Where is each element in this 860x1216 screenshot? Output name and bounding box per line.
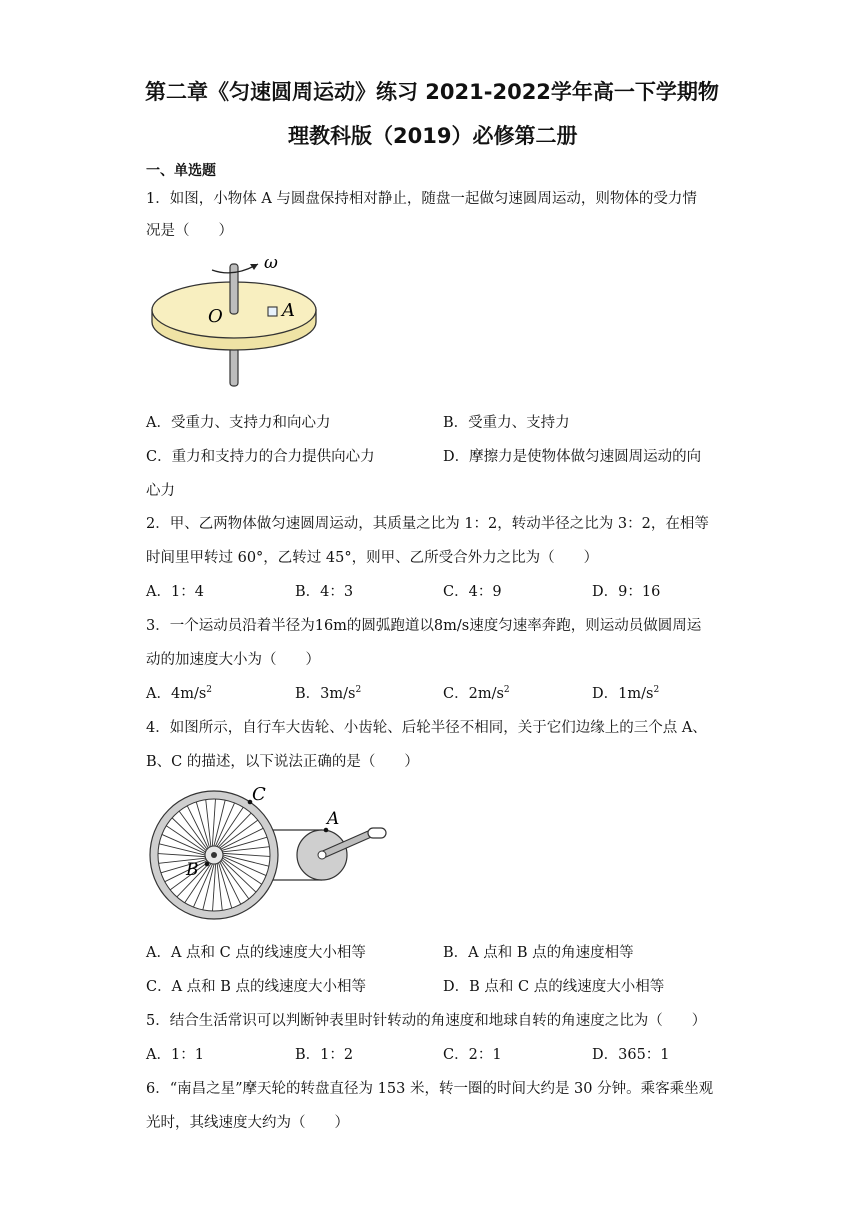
q6-text-line1: 6．“南昌之星”摩天轮的转盘直径为 153 米，转一圈的时间大约是 30 分钟。乘客乘坐观 (146, 1081, 714, 1097)
point-b-dot (205, 862, 210, 867)
q2-text-line1: 2．甲、乙两物体做匀速圆周运动，其质量之比为 1：2，转动半径之比为 3：2，在相等 (146, 516, 709, 532)
hub (211, 852, 217, 858)
q5-option-b: B．1：2 (295, 1047, 354, 1063)
title-line-1: 第二章《匀速圆周运动》练习 2021-2022学年高一下学期物 (145, 80, 719, 104)
pedal (368, 828, 386, 838)
q3-text-line2: 动的加速度大小为（ ） (146, 652, 320, 668)
q4-option-c: C．A 点和 B 点的线速度大小相等 (146, 979, 367, 995)
q5-text-line1: 5．结合生活常识可以判断钟表里时针转动的角速度和地球自转的角速度之比为（ ） (146, 1013, 707, 1029)
q3-option-b: B．$3m/s^2$ (295, 685, 362, 702)
q3-option-c: C．$2m/s^2$ (443, 685, 510, 702)
q1-text-line1: 1．如图，小物体 A 与圆盘保持相对静止，随盘一起做匀速圆周运动，则物体的受力情 (146, 191, 697, 207)
point-label-b: B (186, 860, 199, 880)
omega-label: ω (264, 253, 278, 273)
q2-option-c: C．4：9 (443, 584, 502, 600)
point-label-c: C (252, 784, 266, 805)
rotating-disk-figure (146, 250, 326, 395)
q4-option-d: D．B 点和 C 点的线速度大小相等 (443, 979, 665, 995)
q4-option-a: A．A 点和 C 点的线速度大小相等 (146, 945, 366, 961)
center-label-o: O (208, 306, 223, 327)
q4-option-b: B．A 点和 B 点的角速度相等 (443, 945, 634, 961)
q5-option-c: C．2：1 (443, 1047, 502, 1063)
q5-option-d: D．365：1 (592, 1047, 670, 1063)
title-line-2: 理教科版（2019）必修第二册 (288, 124, 578, 148)
crank-axle (318, 851, 326, 859)
q1-option-c: C．重力和支持力的合力提供向心力 (146, 449, 375, 465)
q2-option-d: D．9：16 (592, 584, 661, 600)
bicycle-gear-figure (146, 778, 396, 926)
q2-option-b: B．4：3 (295, 584, 354, 600)
q3-option-a: A．$4m/s^2$ (146, 685, 213, 702)
q2-option-a: A．1：4 (146, 584, 204, 600)
block-label-a: A (282, 300, 295, 321)
block-a (268, 307, 277, 316)
q3-text-line1: 3．一个运动员沿着半径为16m的圆弧跑道以8m/s速度匀速率奔跑，则运动员做圆周运 (146, 618, 702, 634)
q5-option-a: A．1：1 (146, 1047, 204, 1063)
q1-text-line2: 况是（ ） (146, 223, 233, 239)
q6-text-line2: 光时，其线速度大约为（ ） (146, 1115, 349, 1131)
q4-text-line1: 4．如图所示，自行车大齿轮、小齿轮、后轮半径不相同，关于它们边缘上的三个点 A、 (146, 720, 707, 736)
q1-option-d: D．摩擦力是使物体做匀速圆周运动的向 (443, 449, 702, 465)
q1-option-b: B．受重力、支持力 (443, 415, 570, 431)
section-heading: 一、单选题 (146, 163, 216, 179)
point-label-a: A (327, 809, 340, 829)
q2-text-line2: 时间里甲转过 60°，乙转过 45°，则甲、乙所受合外力之比为（ ） (146, 550, 599, 566)
q1-option-d-cont: 心力 (146, 483, 175, 499)
q4-text-line2: B、C 的描述，以下说法正确的是（ ） (146, 754, 419, 770)
q1-option-a: A．受重力、支持力和向心力 (146, 415, 331, 431)
q3-option-d: D．$1m/s^2$ (592, 685, 660, 702)
